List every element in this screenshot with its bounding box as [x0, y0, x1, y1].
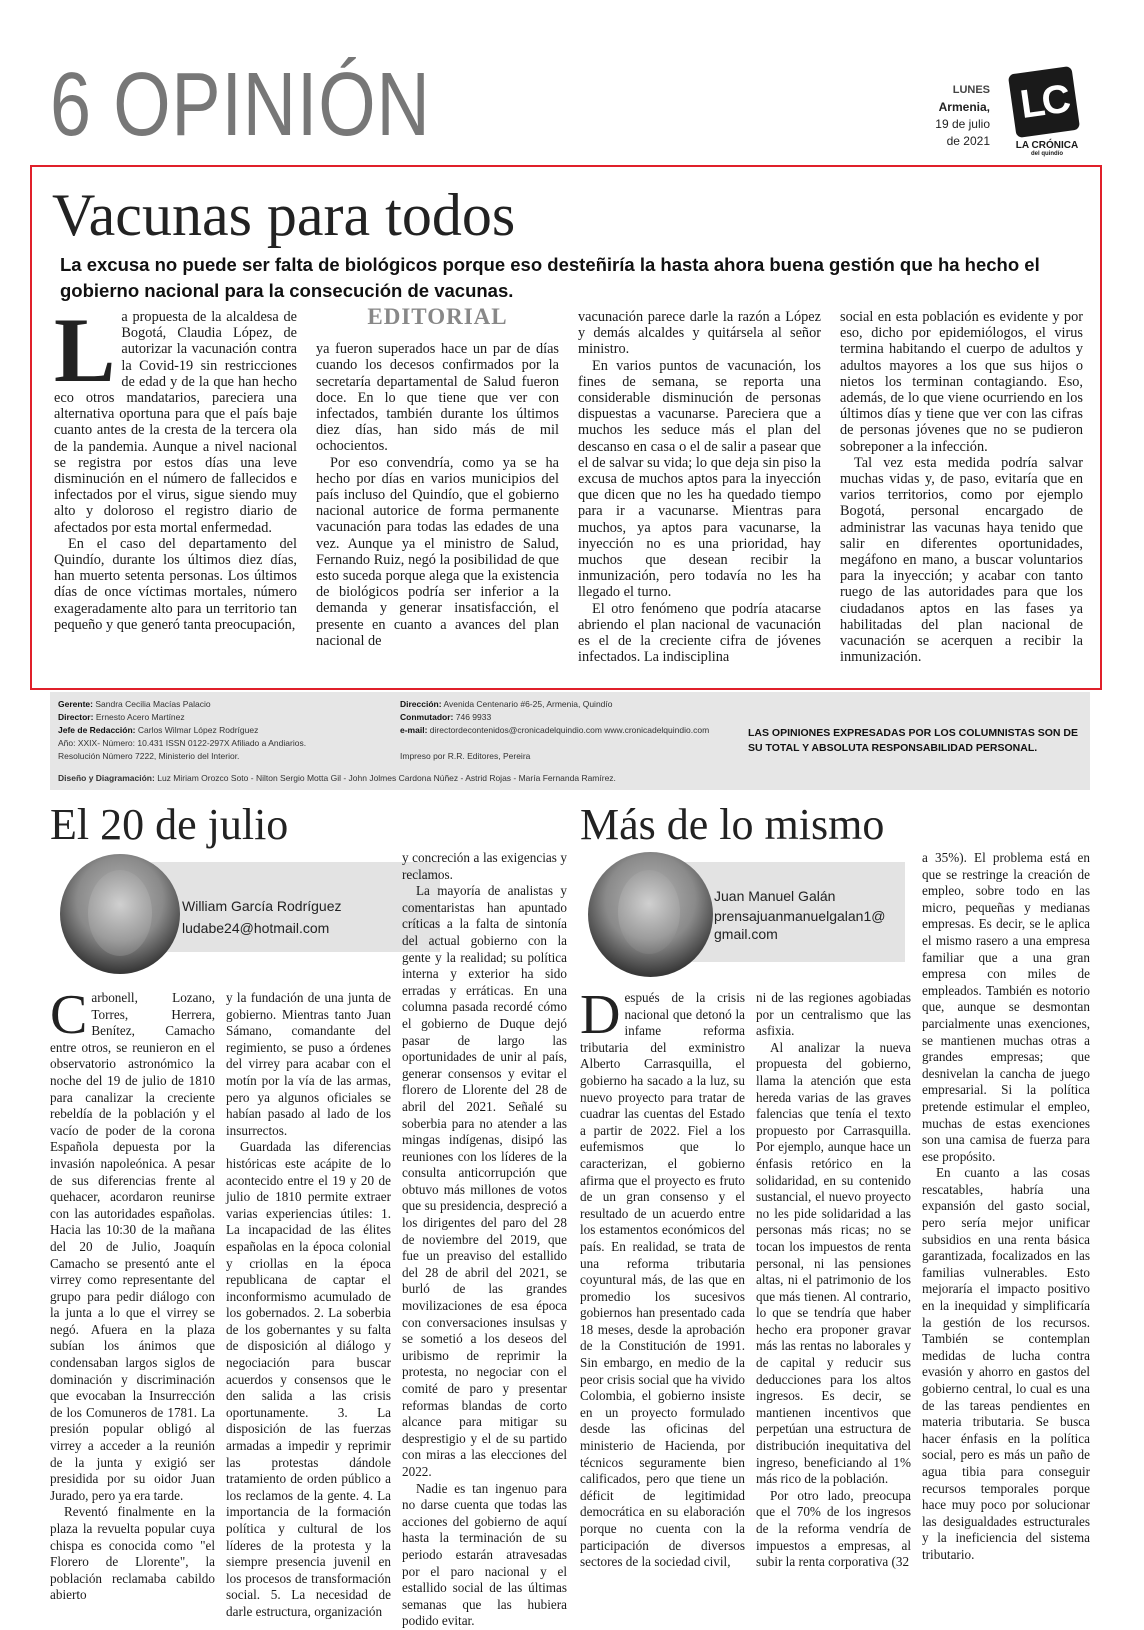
article-paragraph: Guardada las diferencias históricas este acápite de lo acontecido entre el 19 y 20 de julio de 1810 permite extraer varias experiencias útiles: 1. La incapacidad de las élites españolas en la época colonial y criollas en la época republicana de captar el inconformismo acumulado de los gobernados. 2. La soberbia de los gobernantes y su falta de disposición al diálogo y negociación para buscar acuerdos y consensos que le den salida a las crisis oportunamente. 3. La disposición de las fuerzas armadas a impedir y reprimir las protestas dándole tratamiento de orden público a los reclamos de la gente. 4. La importancia de la formación política y cultural de los líderes de la protesta y la siempre presencia juvenil en los procesos de transformación social. 5. La necesidad de darle estructura, organización	[226, 1139, 391, 1619]
logo-mark: LC	[1008, 66, 1080, 138]
editorial-paragraph: a propuesta de la alcaldesa de Bogotá, Claudia López, de autorizar la vacunación contra la Covid-19 sin restricciones de edad y de la que han hecho eco otros mandatarios, pareciera una alternativa oportuna para que el país baje cuanto antes de la cresta de la tercera ola de la pandemia. Aunque a nivel nacional se registra por estos días una leve disminución en el número de fallecidos e infectados por el virus, sigue siendo muy alto y doloroso el registro diario de afectados por esta mortal enfermedad.	[54, 309, 297, 536]
editorial-dropcap: L	[54, 299, 116, 401]
article-paragraph: Por otro lado, preocupa que el 70% de los ingresos de la reforma vendría de impuestos a empresas, al subir la renta corporativa (32	[756, 1487, 911, 1570]
editorial-box	[30, 165, 1102, 690]
article-paragraph: La mayoría de analistas y comentaristas han apuntado críticas a la falta de sintonía del actual gobierno con la gente y la realidad; su política interna y exterior ha sido erradas y erráticas. En una columna pasada recordé cómo el gobierno de Duque dejó pasar de largo las oportunidades de unir al país, generar consensos y evitar el florero de Llorente del 28 de abril del 2021. Señalé su soberbia para no atender a las mingas indígenas, disipó las reuniones con los líderes de la consulta anticorrupción que obtuvo más millones de votos que su presidencia, despreció a los dirigentes del paro del 28 de noviembre del 2019, que fue un preaviso del estallido del 28 de abril del 2021, se burló de las grandes movilizaciones de esa época con conversaciones insulsas y se sometió a los deseos del uribismo de reprimir la protesta, no negociar con el comité de paro y presentar reformas blandas de corto alcance para mitigar su desprestigio y el de su partido con miras a las elecciones del 2022.	[402, 883, 567, 1479]
masthead-staff	[58, 698, 306, 763]
editorial-paragraph: Por eso convendría, como ya se ha hecho por días en varios municipios del país incluso del Quindío, que el gobierno nacional autorice de forma permanente vacunación para todas las edades de una vez. Aunque ya el ministro de Salud, Fernando Ruiz, negó la posibilidad de que esto suceda porque alega que la existencia de biológicos podría ser inferior a la demanda y generar insatisfacción, el presente en cuanto a avances del plan nacional de	[316, 454, 559, 649]
masthead	[50, 692, 1090, 790]
article-paragraph: y concreción a las exigencias y reclamos.	[402, 850, 567, 882]
article-paragraph: En cuanto a las cosas rescatables, habría una expansión del gasto social, pero sería mejor unificar subsidios en una renta básica garantizada, focalizados en las familias vulnerables. Esto mejoraría el impacto positivo en la inequidad y simplificaría la gestión de los recursos. También se contemplan medidas de lucha contra evasión y ahorro en gastos del gobierno central, lo cual es una de las tareas pendientes en materia tributaria. Se busca hacer énfasis en la política social, pero es más un paño de agua tibia para conseguir recursos temporales porque hace muy poco por solucionar las desigualdades estructurales y la ineficiencia del sistema tributario.	[922, 1165, 1090, 1562]
newspaper-logo	[1012, 70, 1082, 157]
article-paragraph: espués de la crisis nacional que detonó la infame reforma tributaria del exministro Alberto Carrasquilla, el gobierno ha sacado a la luz, su nuevo proyecto para tratar de cuadrar las cuentas del Estado a partir de 2022. Fiel a los eufemismos que lo caracterizan, el gobierno afirma que el proyecto es fruto de un gran consenso y el resultado de un acuerdo entre los estamentos económicos del país. En realidad, se trata de una reforma tributaria coyuntural más, de las que en promedio los sucesivos gobiernos han presentado cada 18 meses, desde la aprobación de la Constitución de 1991. Sin embargo, en medio de la peor crisis social que ha vivido Colombia, el gobierno insiste en un proyecto formulado desde las oficinas del ministerio de Hacienda, por técnicos seguramente bien calificados, pero que tiene un déficit de legitimidad democrática en su elaboración porque no cuenta con la participación de diversos sectores de la sociedad civil,	[580, 990, 745, 1570]
article-paragraph: arbonell, Lozano, Torres, Herrera, Benítez, Camacho entre otros, se reunieron en el observatorio astronómico la noche del 19 de julio de 1810 para canalizar la creciente rebeldía de la población y el vacío de poder de la corona Española depuesta por la invasión napoleónica. A pesar de sus diferencias frente al quehacer, acordaron reunirse con las autoridades españolas. Hacia las 10:30 de la mañana del 20 de Julio, Joaquín Camacho se presentó ante el virrey como representante del grupo para pedir diálogo con la junta a lo que el virrey se negó. Afuera en la plaza subían los ánimos que condensaban largos siglos de dominación y discriminación que evocaban la Insurrección de los Comuneros de 1781. La presión popular obligó al virrey a acceder a la reunión de la junta y exigió ser presidida por su oidor Juan Jurado, pero ya era tarde.	[50, 990, 215, 1503]
editorial-paragraph: ya fueron superados hace un par de días cuando los decesos confirmados por la secretaría departamental de Salud fueron doce. En lo que tiene que ver con infectados, también durante los últimos diez días, han sido más de mil ochocientos.	[316, 341, 559, 455]
column-article-1	[50, 800, 570, 1629]
conmutador-value: 746 9933	[455, 712, 492, 722]
author-face	[618, 870, 680, 954]
date-line-1: 19 de julio	[935, 117, 990, 131]
editorial-paragraph: vacunación parece darle la razón a López y demás alcaldes y quitársela al señor ministro.	[578, 309, 821, 358]
section-title: 6 OPINIÓN	[50, 55, 431, 155]
editorial-paragraph: Tal vez esta medida podría salvar muchas vidas y, de paso, evitaría que en varios territorios, como por ejemplo Bogotá, personal encargado de administrar las vacunas haya tenido que salir en diferentes oportunidades, megáfono en mano, a buscar voluntarios para la inyección; y acabar con tanto ruego de las autoridades para que los ciudadanos aptos en las fases ya habilitadas del plan nacional de vacunación se acerquen a recibir la inmunización.	[840, 454, 1083, 666]
article-dropcap: D	[580, 984, 621, 1046]
article-column-1	[580, 984, 745, 1571]
dateline	[935, 82, 990, 150]
logo-subtitle: del quindío	[1031, 151, 1063, 157]
article-column-2	[226, 990, 391, 1621]
article-paragraph: a 35%). El problema está en que se restringe la creación de empleo, sobre todo en las micro, pequeñas y medianas empresas. Es decir, se le aplica el mismo rasero a una empresa familiar que a una gran empresa con miles de empleados. También es notorio que, aunque se desmontan parcialmente unas exenciones, se mantienen muchas otras a grandes empresas; que desnivelan la cancha de juego empresarial. Si la política pretende estimular el empleo, muchas de estas exenciones son una camisa de fuerza para ese propósito.	[922, 850, 1090, 1164]
city-label: Armenia,	[938, 100, 990, 114]
author-face	[88, 870, 152, 956]
editorial-paragraph: En el caso del departamento del Quindío, durante los últimos diez días, han muerto setenta personas. Los últimos días de once víctimas mortales, número exageradamente alto para un territorio tan pequeño y que generó tanta preocupación,	[54, 535, 297, 633]
page-header	[50, 55, 1090, 160]
masthead-contact	[400, 698, 709, 763]
article-title: Más de lo mismo	[580, 800, 885, 849]
editorial-paragraph: social en esta población es evidente y por eso, dicho por epidemiólogos, el virus termina habitando el cuerpo de adultos y adultos mayores a los que sus hijos o nietos los terminan contagiando. Eso, además, de lo que viene ocurriendo en los últimos días y tiene que ver con las cifras de personas jóvenes que no se pudieron sobreponer a la infección.	[840, 309, 1083, 455]
email-value[interactable]: directordecontenidos@cronicadelquindio.com www.cronicadelquindio.com	[429, 725, 710, 735]
editorial-lead: La excusa no puede ser falta de biológicos porque eso desteñiría la hasta ahora buena gestión que ha hecho el gobierno nacional para la consecución de vacunas.	[60, 254, 1040, 301]
article-dropcap: C	[50, 984, 88, 1046]
printer-info: Impreso por R.R. Editores, Pereira	[400, 751, 531, 761]
day-label: LUNES	[952, 84, 990, 96]
editorial-column-3	[578, 309, 821, 665]
author-email-line-2[interactable]: gmail.com	[714, 926, 778, 942]
article-column-1	[50, 984, 215, 1604]
column-article-2	[580, 800, 1092, 1580]
editorial-paragraph: El otro fenómeno que podría atacarse abriendo el plan nacional de vacunación es el de la creciente cifra de jóvenes infectados. La indisciplina	[578, 600, 821, 666]
author-name: Juan Manuel Galán	[714, 888, 836, 904]
issue-info: Año: XXIX- Número: 10.431 ISSN 0122-297X Afiliado a Andiarios.	[58, 738, 307, 748]
editorial-kicker: EDITORIAL	[367, 304, 508, 329]
gerente-label: Gerente:	[58, 699, 93, 709]
resolution-info: Resolución Número 7222, Ministerio del Interior.	[58, 751, 240, 761]
article-paragraph: ni de las regiones agobiadas por un centralismo que las asfixia.	[756, 990, 911, 1039]
article-column-2	[756, 990, 911, 1571]
editorial-columns	[54, 299, 1084, 684]
director-label: Director:	[58, 712, 94, 722]
author-email-line-1[interactable]: prensajuanmanuelgalan1@	[714, 908, 886, 924]
direccion-label: Dirección:	[400, 699, 442, 709]
article-paragraph: y la fundación de una junta de gobierno. Mientras tanto Juan Sámano, comandante del regimiento, se puso a órdenes del virrey para acabar con el motín por la vía de las armas, pero ya algunos oficiales se habían pasado al lado de los insurrectos.	[226, 990, 391, 1138]
date-line-2: de 2021	[946, 134, 990, 148]
article-column-3	[402, 850, 567, 1630]
email-label: e-mail:	[400, 725, 428, 735]
editorial-column-2	[316, 304, 559, 649]
diseno-value: Luz Miriam Orozco Soto - Nilton Sergio Motta Gil - John Jolmes Cardona Núñez - Astrid Rojas - María Fernanda Ramírez.	[157, 773, 616, 783]
article-title: El 20 de julio	[50, 800, 289, 849]
author-name: William García Rodríguez	[182, 898, 342, 914]
editorial-paragraph: En varios puntos de vacunación, los fines de semana, se reporta una considerable disminución de personas dispuestas a vacunarse. Pareciera que a muchos les seduce más el plan del descanso en casa o el de salir a pasear que el de salvar su vida; lo que deja sin piso la excusa de muchos aptos para la inyección que dicen que no les ha quedado tiempo para ir a vacunarse. Mientras para muchos, ya aptos para vacunarse, la inyección no es una prioridad, hay muchos que desean recibir la inmunización, pero todavía no les ha llegado el turno.	[578, 357, 821, 601]
responsibility-note: LAS OPINIONES EXPRESADAS POR LOS COLUMNISTAS SON DE SU TOTAL Y ABSOLUTA RESPONSABILIDAD PERSONAL.	[748, 727, 1079, 754]
article-paragraph: Reventó finalmente en la plaza la revuelta popular cuya chispa es conocida como "el Florero de Llorente", la población reclamaba cabildo abierto	[50, 1504, 215, 1603]
logo-name: LA CRÓNICA	[1015, 140, 1079, 151]
article-paragraph: Nadie es tan ingenuo para no darse cuenta que todas las acciones del gobierno de aquí hasta la terminación de su periodo estarán atravesadas por el paro nacional y el estallido social de las últimas semanas que las hubiera podido evitar.	[402, 1480, 567, 1629]
author-photo	[60, 854, 180, 974]
article-column-3	[922, 850, 1090, 1564]
diseno-label: Diseño y Diagramación:	[58, 773, 155, 783]
conmutador-label: Conmutador:	[400, 712, 454, 722]
editorial-column-4	[840, 309, 1083, 665]
direccion-value: Avenida Centenario #6-25, Armenia, Quindío	[443, 699, 613, 709]
jefe-label: Jefe de Redacción:	[58, 725, 136, 735]
jefe-value: Carlos Wilmar López Rodríguez	[137, 725, 259, 735]
author-photo	[588, 852, 713, 977]
author-email[interactable]: ludabe24@hotmail.com	[182, 920, 330, 936]
design-credits	[58, 772, 1078, 785]
gerente-value: Sandra Cecilia Macías Palacio	[95, 699, 211, 709]
director-value: Ernesto Acero Martínez	[95, 712, 185, 722]
editorial-title: Vacunas para todos	[52, 182, 516, 248]
article-paragraph: Al analizar la nueva propuesta del gobierno, llama la atención que esta hereda varias de las graves falencias que tenía el texto propuesto por Carrasquilla. Por ejemplo, aunque hace un énfasis retórico en la solidaridad, en su contenido sustancial, el nuevo proyecto no les pide solidaridad a las personas más ricas; no se tocan los impuestos de renta personal, ni las pensiones altas, ni el patrimonio de los que más tienen. Al contrario, lo que se tendría que haber hecho era proponer gravar más las rentas no laborales y de capital y reducir sus deducciones para los altos ingresos. Es decir, se mantienen incentivos que perpetúan una estructura de distribución inequitativa del ingreso, beneficiando al 1% más rico de la población.	[756, 1039, 911, 1487]
editorial-column-1	[54, 299, 297, 633]
